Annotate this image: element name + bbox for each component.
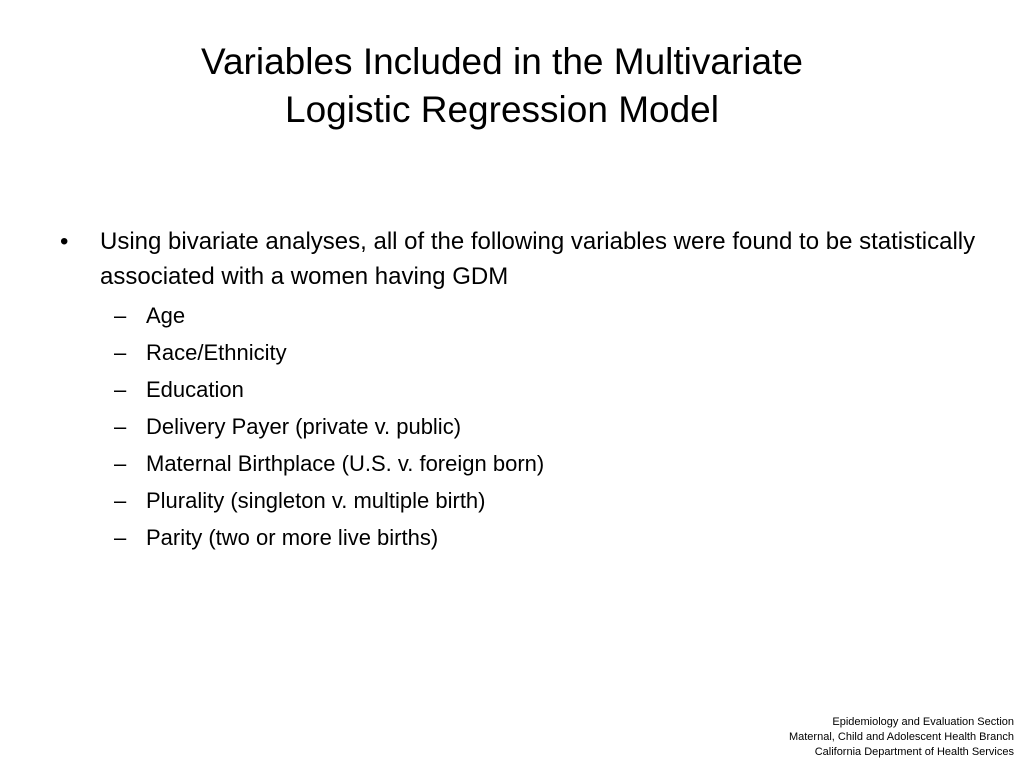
dash-icon: – <box>114 488 127 513</box>
variable-list <box>114 297 980 556</box>
list-item <box>114 408 980 445</box>
footer-line-3: California Department of Health Services <box>814 746 1014 758</box>
list-item-text: Age <box>146 303 186 328</box>
list-item <box>114 371 980 408</box>
list-item-text: Parity (two or more live births) <box>146 525 439 550</box>
list-item-text: Plurality (singleton v. multiple birth) <box>146 488 486 513</box>
slide-title <box>0 38 1004 134</box>
list-item-text: Education <box>146 377 244 402</box>
main-bullet-text: Using bivariate analyses, all of the following variables were found to be statistically associated with a women having GDM <box>100 228 976 290</box>
list-item <box>114 297 980 334</box>
slide-title-line-2: Logistic Regression Model <box>285 89 719 130</box>
dash-icon: – <box>114 414 127 439</box>
bullet-dot-icon: • <box>60 228 69 255</box>
list-item <box>114 519 980 556</box>
list-item-text: Maternal Birthplace (U.S. v. foreign born) <box>146 451 545 476</box>
list-item <box>114 445 980 482</box>
list-item <box>114 482 980 519</box>
slide-title-line-1: Variables Included in the Multivariate <box>201 41 803 82</box>
dash-icon: – <box>114 303 127 328</box>
footer-line-2: Maternal, Child and Adolescent Health Branch <box>788 731 1014 743</box>
footer-line-1: Epidemiology and Evaluation Section <box>832 716 1014 728</box>
dash-icon: – <box>114 525 127 550</box>
slide-footer <box>789 715 1014 760</box>
dash-icon: – <box>114 451 127 476</box>
list-item-text: Delivery Payer (private v. public) <box>146 414 462 439</box>
slide-body <box>60 224 980 556</box>
dash-icon: – <box>114 340 127 365</box>
dash-icon: – <box>114 377 127 402</box>
main-bullet <box>60 224 980 294</box>
list-item <box>114 334 980 371</box>
list-item-text: Race/Ethnicity <box>146 340 287 365</box>
